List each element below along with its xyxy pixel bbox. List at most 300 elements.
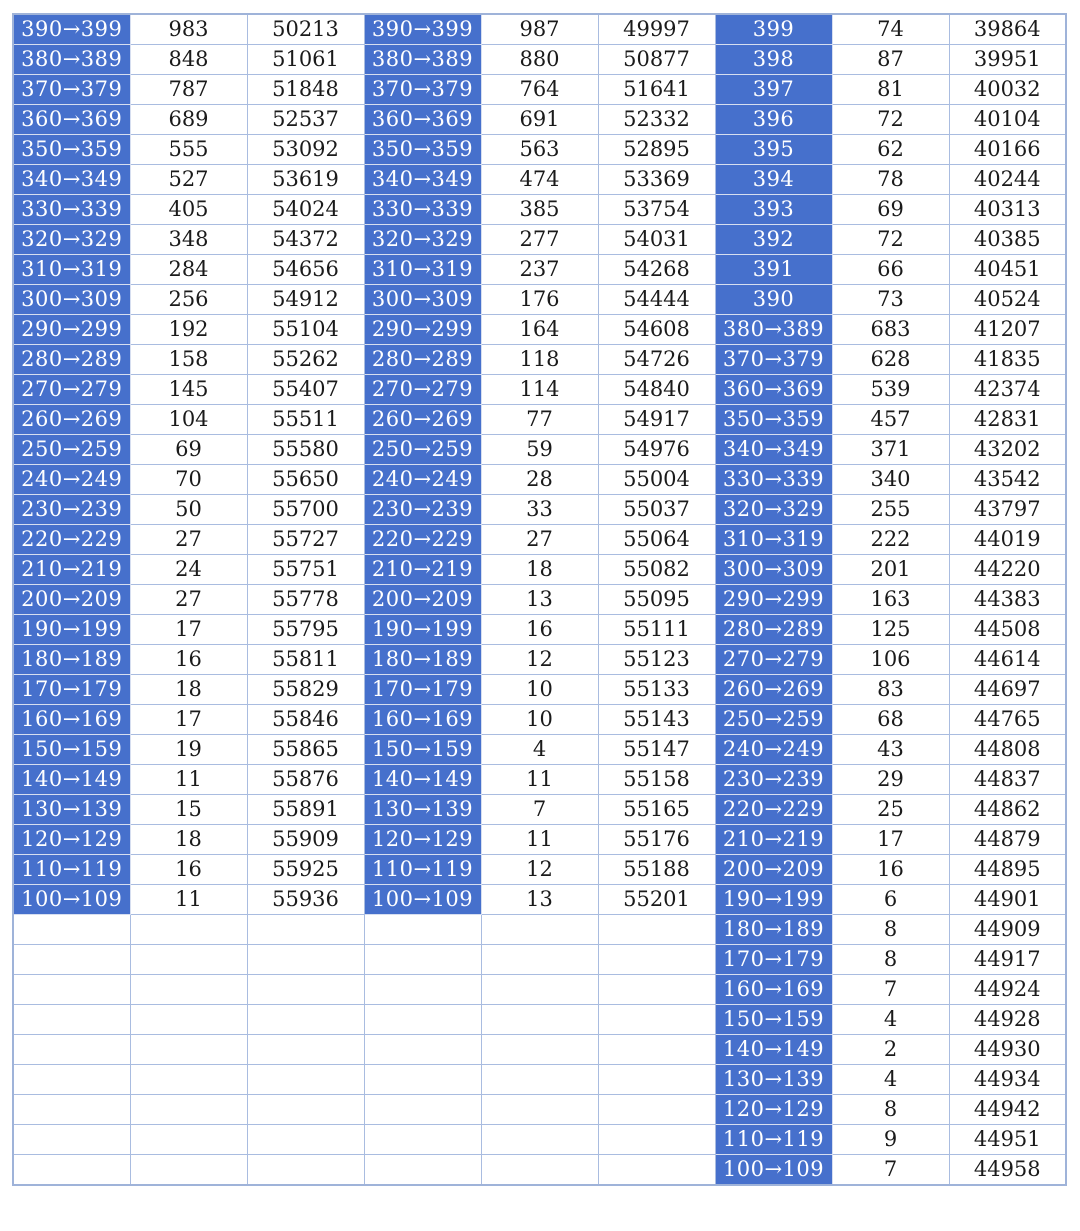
score-range-cell: 150→159 bbox=[13, 735, 130, 765]
cumulative-cell: 54031 bbox=[598, 225, 715, 255]
score-range-cell: 397 bbox=[715, 75, 832, 105]
cumulative-cell: 52895 bbox=[598, 135, 715, 165]
table-row bbox=[13, 165, 1066, 195]
count-cell: 527 bbox=[130, 165, 247, 195]
count-cell: 125 bbox=[832, 615, 949, 645]
cumulative-cell: 44697 bbox=[949, 675, 1066, 705]
cumulative-cell: 44862 bbox=[949, 795, 1066, 825]
cumulative-cell: 55865 bbox=[247, 735, 364, 765]
count-cell: 385 bbox=[481, 195, 598, 225]
count-cell: 83 bbox=[832, 675, 949, 705]
score-range-cell: 310→319 bbox=[13, 255, 130, 285]
table-row bbox=[13, 795, 1066, 825]
table-row bbox=[13, 1035, 1066, 1065]
count-cell: 7 bbox=[832, 1155, 949, 1186]
score-range-cell: 230→239 bbox=[715, 765, 832, 795]
empty-cell bbox=[130, 1035, 247, 1065]
table-row bbox=[13, 75, 1066, 105]
count-cell: 50 bbox=[130, 495, 247, 525]
count-cell: 628 bbox=[832, 345, 949, 375]
cumulative-cell: 39951 bbox=[949, 45, 1066, 75]
table-row bbox=[13, 675, 1066, 705]
count-cell: 689 bbox=[130, 105, 247, 135]
count-cell: 348 bbox=[130, 225, 247, 255]
cumulative-cell: 55700 bbox=[247, 495, 364, 525]
empty-cell bbox=[13, 1125, 130, 1155]
cumulative-cell: 54372 bbox=[247, 225, 364, 255]
score-range-cell: 390 bbox=[715, 285, 832, 315]
score-range-cell: 360→369 bbox=[364, 105, 481, 135]
empty-cell bbox=[364, 1155, 481, 1186]
score-range-cell: 320→329 bbox=[13, 225, 130, 255]
score-range-cell: 270→279 bbox=[364, 375, 481, 405]
count-cell: 164 bbox=[481, 315, 598, 345]
empty-cell bbox=[598, 1125, 715, 1155]
cumulative-cell: 54656 bbox=[247, 255, 364, 285]
score-range-cell: 130→139 bbox=[13, 795, 130, 825]
score-range-cell: 370→379 bbox=[715, 345, 832, 375]
score-range-cell: 140→149 bbox=[13, 765, 130, 795]
cumulative-cell: 54268 bbox=[598, 255, 715, 285]
table-row bbox=[13, 615, 1066, 645]
table-row bbox=[13, 1125, 1066, 1155]
table-row bbox=[13, 435, 1066, 465]
count-cell: 19 bbox=[130, 735, 247, 765]
cumulative-cell: 55176 bbox=[598, 825, 715, 855]
count-cell: 12 bbox=[481, 645, 598, 675]
score-range-cell: 250→259 bbox=[13, 435, 130, 465]
table-row bbox=[13, 825, 1066, 855]
count-cell: 62 bbox=[832, 135, 949, 165]
score-range-cell: 240→249 bbox=[364, 465, 481, 495]
score-range-cell: 394 bbox=[715, 165, 832, 195]
count-cell: 78 bbox=[832, 165, 949, 195]
count-cell: 555 bbox=[130, 135, 247, 165]
count-cell: 16 bbox=[832, 855, 949, 885]
count-cell: 158 bbox=[130, 345, 247, 375]
table-row bbox=[13, 555, 1066, 585]
cumulative-cell: 40032 bbox=[949, 75, 1066, 105]
score-range-cell: 130→139 bbox=[715, 1065, 832, 1095]
count-cell: 11 bbox=[130, 765, 247, 795]
score-range-cell: 300→309 bbox=[364, 285, 481, 315]
cumulative-cell: 44930 bbox=[949, 1035, 1066, 1065]
count-cell: 787 bbox=[130, 75, 247, 105]
cumulative-cell: 55925 bbox=[247, 855, 364, 885]
score-range-cell: 130→139 bbox=[364, 795, 481, 825]
count-cell: 27 bbox=[130, 525, 247, 555]
cumulative-cell: 55407 bbox=[247, 375, 364, 405]
empty-cell bbox=[247, 1095, 364, 1125]
empty-cell bbox=[247, 1035, 364, 1065]
score-range-cell: 350→359 bbox=[13, 135, 130, 165]
cumulative-cell: 55876 bbox=[247, 765, 364, 795]
cumulative-cell: 40166 bbox=[949, 135, 1066, 165]
cumulative-cell: 44909 bbox=[949, 915, 1066, 945]
count-cell: 11 bbox=[481, 825, 598, 855]
count-cell: 176 bbox=[481, 285, 598, 315]
score-range-cell: 398 bbox=[715, 45, 832, 75]
cumulative-cell: 43542 bbox=[949, 465, 1066, 495]
count-cell: 18 bbox=[130, 825, 247, 855]
score-range-cell: 370→379 bbox=[13, 75, 130, 105]
table-row bbox=[13, 1065, 1066, 1095]
count-cell: 457 bbox=[832, 405, 949, 435]
score-range-cell: 220→229 bbox=[364, 525, 481, 555]
score-range-cell: 320→329 bbox=[364, 225, 481, 255]
score-range-cell: 140→149 bbox=[364, 765, 481, 795]
cumulative-cell: 55037 bbox=[598, 495, 715, 525]
score-range-cell: 200→209 bbox=[715, 855, 832, 885]
score-range-cell: 393 bbox=[715, 195, 832, 225]
empty-cell bbox=[364, 1125, 481, 1155]
cumulative-cell: 55165 bbox=[598, 795, 715, 825]
table-row bbox=[13, 705, 1066, 735]
score-range-cell: 310→319 bbox=[364, 255, 481, 285]
score-range-cell: 392 bbox=[715, 225, 832, 255]
cumulative-cell: 55104 bbox=[247, 315, 364, 345]
score-range-cell: 230→239 bbox=[364, 495, 481, 525]
empty-cell bbox=[247, 1005, 364, 1035]
count-cell: 192 bbox=[130, 315, 247, 345]
count-cell: 284 bbox=[130, 255, 247, 285]
count-cell: 848 bbox=[130, 45, 247, 75]
empty-cell bbox=[130, 945, 247, 975]
table-body bbox=[13, 14, 1066, 1185]
score-range-cell: 100→109 bbox=[13, 885, 130, 915]
cumulative-cell: 40385 bbox=[949, 225, 1066, 255]
table-row bbox=[13, 945, 1066, 975]
cumulative-cell: 55580 bbox=[247, 435, 364, 465]
count-cell: 69 bbox=[130, 435, 247, 465]
score-range-cell: 260→269 bbox=[364, 405, 481, 435]
count-cell: 4 bbox=[832, 1065, 949, 1095]
score-range-cell: 300→309 bbox=[13, 285, 130, 315]
score-range-cell: 380→389 bbox=[13, 45, 130, 75]
cumulative-cell: 55778 bbox=[247, 585, 364, 615]
score-range-cell: 280→289 bbox=[13, 345, 130, 375]
score-range-cell: 180→189 bbox=[13, 645, 130, 675]
empty-cell bbox=[247, 915, 364, 945]
score-range-cell: 190→199 bbox=[715, 885, 832, 915]
table-row bbox=[13, 105, 1066, 135]
table-row bbox=[13, 375, 1066, 405]
cumulative-cell: 44917 bbox=[949, 945, 1066, 975]
score-range-cell: 270→279 bbox=[715, 645, 832, 675]
score-range-cell: 170→179 bbox=[364, 675, 481, 705]
score-range-cell: 290→299 bbox=[364, 315, 481, 345]
score-range-cell: 280→289 bbox=[715, 615, 832, 645]
count-cell: 114 bbox=[481, 375, 598, 405]
score-range-cell: 290→299 bbox=[13, 315, 130, 345]
empty-cell bbox=[130, 915, 247, 945]
score-range-cell: 150→159 bbox=[364, 735, 481, 765]
score-range-cell: 210→219 bbox=[715, 825, 832, 855]
count-cell: 405 bbox=[130, 195, 247, 225]
cumulative-cell: 40524 bbox=[949, 285, 1066, 315]
cumulative-cell: 55727 bbox=[247, 525, 364, 555]
score-range-cell: 200→209 bbox=[13, 585, 130, 615]
score-range-cell: 220→229 bbox=[13, 525, 130, 555]
count-cell: 16 bbox=[481, 615, 598, 645]
count-cell: 237 bbox=[481, 255, 598, 285]
score-range-cell: 140→149 bbox=[715, 1035, 832, 1065]
count-cell: 68 bbox=[832, 705, 949, 735]
score-range-cell: 120→129 bbox=[364, 825, 481, 855]
count-cell: 7 bbox=[832, 975, 949, 1005]
count-cell: 59 bbox=[481, 435, 598, 465]
cumulative-cell: 44958 bbox=[949, 1155, 1066, 1186]
cumulative-cell: 55795 bbox=[247, 615, 364, 645]
empty-cell bbox=[598, 1035, 715, 1065]
count-cell: 340 bbox=[832, 465, 949, 495]
cumulative-cell: 55158 bbox=[598, 765, 715, 795]
table-row bbox=[13, 525, 1066, 555]
table-row bbox=[13, 1005, 1066, 1035]
table-row bbox=[13, 765, 1066, 795]
empty-cell bbox=[130, 975, 247, 1005]
score-range-cell: 110→119 bbox=[715, 1125, 832, 1155]
score-range-cell: 395 bbox=[715, 135, 832, 165]
empty-cell bbox=[13, 1155, 130, 1186]
cumulative-cell: 49997 bbox=[598, 14, 715, 45]
cumulative-cell: 44951 bbox=[949, 1125, 1066, 1155]
score-range-cell: 120→129 bbox=[13, 825, 130, 855]
empty-cell bbox=[481, 975, 598, 1005]
count-cell: 163 bbox=[832, 585, 949, 615]
cumulative-cell: 55262 bbox=[247, 345, 364, 375]
cumulative-cell: 44765 bbox=[949, 705, 1066, 735]
score-range-cell: 160→169 bbox=[13, 705, 130, 735]
score-range-cell: 300→309 bbox=[715, 555, 832, 585]
cumulative-cell: 55909 bbox=[247, 825, 364, 855]
table-row bbox=[13, 735, 1066, 765]
table-row bbox=[13, 135, 1066, 165]
score-range-cell: 320→329 bbox=[715, 495, 832, 525]
score-range-cell: 180→189 bbox=[364, 645, 481, 675]
count-cell: 24 bbox=[130, 555, 247, 585]
empty-cell bbox=[598, 1155, 715, 1186]
score-range-cell: 180→189 bbox=[715, 915, 832, 945]
cumulative-cell: 55891 bbox=[247, 795, 364, 825]
empty-cell bbox=[598, 945, 715, 975]
cumulative-cell: 44383 bbox=[949, 585, 1066, 615]
empty-cell bbox=[247, 975, 364, 1005]
score-range-cell: 250→259 bbox=[364, 435, 481, 465]
cumulative-cell: 55123 bbox=[598, 645, 715, 675]
count-cell: 106 bbox=[832, 645, 949, 675]
count-cell: 118 bbox=[481, 345, 598, 375]
count-cell: 17 bbox=[832, 825, 949, 855]
table-row bbox=[13, 585, 1066, 615]
empty-cell bbox=[364, 1005, 481, 1035]
table-row bbox=[13, 495, 1066, 525]
cumulative-cell: 40313 bbox=[949, 195, 1066, 225]
score-range-cell: 260→269 bbox=[13, 405, 130, 435]
empty-cell bbox=[130, 1005, 247, 1035]
empty-cell bbox=[481, 945, 598, 975]
empty-cell bbox=[364, 945, 481, 975]
score-range-cell: 200→209 bbox=[364, 585, 481, 615]
cumulative-cell: 43797 bbox=[949, 495, 1066, 525]
empty-cell bbox=[364, 1035, 481, 1065]
count-cell: 371 bbox=[832, 435, 949, 465]
table-row bbox=[13, 14, 1066, 45]
cumulative-cell: 44508 bbox=[949, 615, 1066, 645]
score-range-cell: 170→179 bbox=[13, 675, 130, 705]
empty-cell bbox=[598, 975, 715, 1005]
cumulative-cell: 54912 bbox=[247, 285, 364, 315]
table-row bbox=[13, 915, 1066, 945]
empty-cell bbox=[13, 945, 130, 975]
count-cell: 12 bbox=[481, 855, 598, 885]
empty-cell bbox=[481, 1035, 598, 1065]
cumulative-cell: 44928 bbox=[949, 1005, 1066, 1035]
count-cell: 255 bbox=[832, 495, 949, 525]
score-range-cell: 240→249 bbox=[13, 465, 130, 495]
cumulative-cell: 44895 bbox=[949, 855, 1066, 885]
cumulative-cell: 50213 bbox=[247, 14, 364, 45]
cumulative-cell: 40244 bbox=[949, 165, 1066, 195]
cumulative-cell: 41835 bbox=[949, 345, 1066, 375]
cumulative-cell: 55004 bbox=[598, 465, 715, 495]
empty-cell bbox=[13, 1005, 130, 1035]
score-range-cell: 160→169 bbox=[364, 705, 481, 735]
cumulative-cell: 55650 bbox=[247, 465, 364, 495]
score-range-cell: 280→289 bbox=[364, 345, 481, 375]
count-cell: 87 bbox=[832, 45, 949, 75]
count-cell: 16 bbox=[130, 855, 247, 885]
count-cell: 8 bbox=[832, 915, 949, 945]
cumulative-cell: 51848 bbox=[247, 75, 364, 105]
table-row bbox=[13, 1095, 1066, 1125]
count-cell: 10 bbox=[481, 705, 598, 735]
cumulative-cell: 44924 bbox=[949, 975, 1066, 1005]
count-cell: 880 bbox=[481, 45, 598, 75]
count-cell: 764 bbox=[481, 75, 598, 105]
empty-cell bbox=[130, 1155, 247, 1186]
score-range-cell: 100→109 bbox=[364, 885, 481, 915]
empty-cell bbox=[247, 1155, 364, 1186]
count-cell: 28 bbox=[481, 465, 598, 495]
cumulative-cell: 44220 bbox=[949, 555, 1066, 585]
empty-cell bbox=[13, 1035, 130, 1065]
score-range-cell: 390→399 bbox=[13, 14, 130, 45]
count-cell: 222 bbox=[832, 525, 949, 555]
count-cell: 474 bbox=[481, 165, 598, 195]
count-cell: 16 bbox=[130, 645, 247, 675]
count-cell: 77 bbox=[481, 405, 598, 435]
cumulative-cell: 55143 bbox=[598, 705, 715, 735]
cumulative-cell: 44019 bbox=[949, 525, 1066, 555]
score-range-cell: 160→169 bbox=[715, 975, 832, 1005]
score-range-cell: 240→249 bbox=[715, 735, 832, 765]
empty-cell bbox=[598, 1065, 715, 1095]
score-range-cell: 190→199 bbox=[364, 615, 481, 645]
score-range-cell: 330→339 bbox=[13, 195, 130, 225]
empty-cell bbox=[598, 1005, 715, 1035]
cumulative-cell: 54024 bbox=[247, 195, 364, 225]
count-cell: 18 bbox=[130, 675, 247, 705]
cumulative-cell: 54976 bbox=[598, 435, 715, 465]
empty-cell bbox=[13, 975, 130, 1005]
cumulative-cell: 53619 bbox=[247, 165, 364, 195]
score-range-cell: 390→399 bbox=[364, 14, 481, 45]
empty-cell bbox=[481, 915, 598, 945]
score-range-cell: 340→349 bbox=[364, 165, 481, 195]
table-row bbox=[13, 855, 1066, 885]
cumulative-cell: 53754 bbox=[598, 195, 715, 225]
cumulative-cell: 44942 bbox=[949, 1095, 1066, 1125]
empty-cell bbox=[481, 1005, 598, 1035]
empty-cell bbox=[247, 945, 364, 975]
score-range-cell: 110→119 bbox=[13, 855, 130, 885]
empty-cell bbox=[13, 915, 130, 945]
count-cell: 33 bbox=[481, 495, 598, 525]
empty-cell bbox=[364, 975, 481, 1005]
table-row bbox=[13, 45, 1066, 75]
cumulative-cell: 41207 bbox=[949, 315, 1066, 345]
score-range-cell: 340→349 bbox=[13, 165, 130, 195]
empty-cell bbox=[364, 1095, 481, 1125]
count-cell: 683 bbox=[832, 315, 949, 345]
score-range-cell: 330→339 bbox=[364, 195, 481, 225]
score-range-cell: 250→259 bbox=[715, 705, 832, 735]
cumulative-cell: 44879 bbox=[949, 825, 1066, 855]
count-cell: 29 bbox=[832, 765, 949, 795]
count-cell: 70 bbox=[130, 465, 247, 495]
count-cell: 13 bbox=[481, 885, 598, 915]
score-range-cell: 380→389 bbox=[715, 315, 832, 345]
count-cell: 9 bbox=[832, 1125, 949, 1155]
table-row bbox=[13, 255, 1066, 285]
table-row bbox=[13, 345, 1066, 375]
table-row bbox=[13, 315, 1066, 345]
cumulative-cell: 44837 bbox=[949, 765, 1066, 795]
score-range-cell: 230→239 bbox=[13, 495, 130, 525]
score-range-cell: 380→389 bbox=[364, 45, 481, 75]
empty-cell bbox=[13, 1065, 130, 1095]
score-range-cell: 360→369 bbox=[13, 105, 130, 135]
count-cell: 277 bbox=[481, 225, 598, 255]
count-cell: 8 bbox=[832, 945, 949, 975]
cumulative-cell: 52332 bbox=[598, 105, 715, 135]
table-row bbox=[13, 645, 1066, 675]
cumulative-cell: 44901 bbox=[949, 885, 1066, 915]
empty-cell bbox=[364, 1065, 481, 1095]
cumulative-cell: 40104 bbox=[949, 105, 1066, 135]
empty-cell bbox=[598, 1095, 715, 1125]
score-range-cell: 360→369 bbox=[715, 375, 832, 405]
empty-cell bbox=[130, 1125, 247, 1155]
cumulative-cell: 55064 bbox=[598, 525, 715, 555]
cumulative-cell: 42831 bbox=[949, 405, 1066, 435]
score-range-cell: 391 bbox=[715, 255, 832, 285]
cumulative-cell: 53092 bbox=[247, 135, 364, 165]
cumulative-cell: 54444 bbox=[598, 285, 715, 315]
cumulative-cell: 44808 bbox=[949, 735, 1066, 765]
cumulative-cell: 55095 bbox=[598, 585, 715, 615]
count-cell: 4 bbox=[481, 735, 598, 765]
empty-cell bbox=[130, 1095, 247, 1125]
count-cell: 8 bbox=[832, 1095, 949, 1125]
empty-cell bbox=[247, 1125, 364, 1155]
count-cell: 74 bbox=[832, 14, 949, 45]
count-cell: 72 bbox=[832, 105, 949, 135]
count-cell: 13 bbox=[481, 585, 598, 615]
score-range-cell: 310→319 bbox=[715, 525, 832, 555]
count-cell: 15 bbox=[130, 795, 247, 825]
